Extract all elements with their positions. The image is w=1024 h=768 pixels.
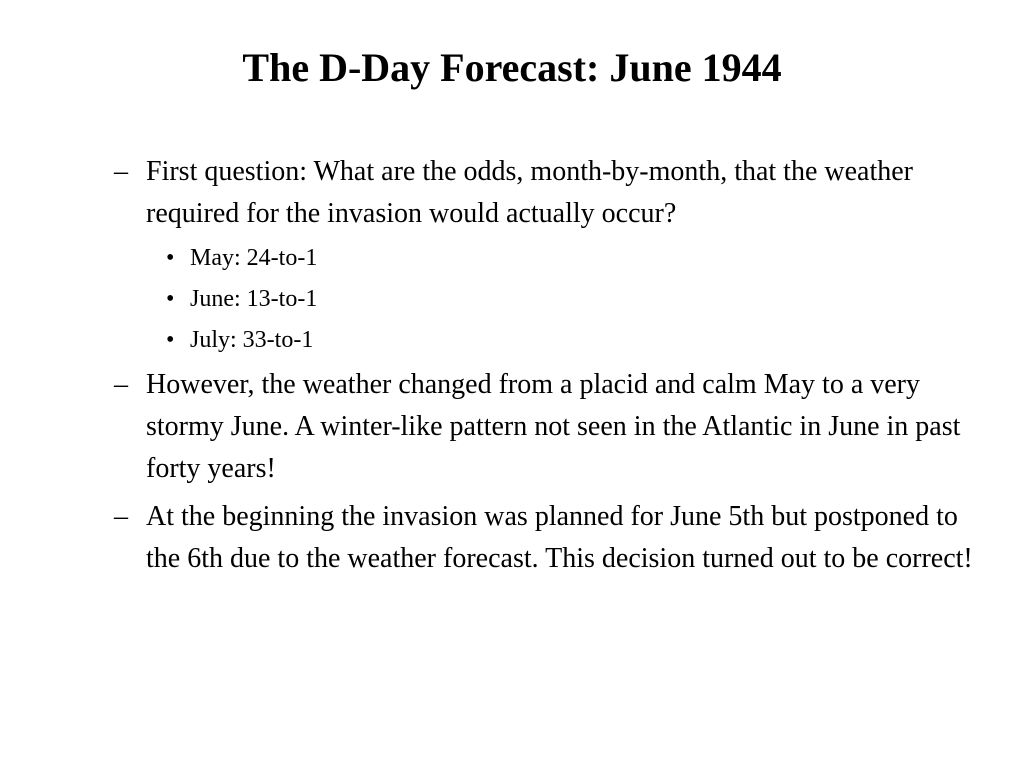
sub-bullet-may bbox=[166, 242, 890, 274]
sub-bullet-june bbox=[166, 283, 890, 315]
bullet-weather-change bbox=[114, 364, 976, 490]
bullet-text: First question: What are the odds, month-by-month, that the weather required for the invasion would actually occur? bbox=[146, 156, 913, 229]
bullet-dot-marker: • bbox=[166, 327, 175, 353]
bullet-text: At the beginning the invasion was planned for June 5th but postponed to the 6th due to the weather forecast. This decision turned out to be correct! bbox=[146, 501, 973, 574]
bullet-dot-marker: • bbox=[166, 286, 175, 312]
bullet-invasion-postponed bbox=[114, 496, 976, 580]
sub-bullet-text: June: 13-to-1 bbox=[190, 286, 318, 312]
bullet-first-question bbox=[114, 151, 976, 235]
sub-bullet-july bbox=[166, 324, 890, 356]
sub-bullet-text: July: 33-to-1 bbox=[190, 327, 314, 353]
dash-marker: – bbox=[114, 156, 128, 187]
bullet-dot-marker: • bbox=[166, 245, 175, 271]
dash-marker: – bbox=[114, 501, 128, 532]
slide-title: The D-Day Forecast: June 1944 bbox=[242, 45, 782, 90]
sub-bullet-text: May: 24-to-1 bbox=[190, 245, 318, 271]
bullet-text: However, the weather changed from a placid and calm May to a very stormy June. A winter-like pattern not seen in the Atlantic in June in past forty years! bbox=[146, 369, 961, 484]
dash-marker: – bbox=[114, 369, 128, 400]
